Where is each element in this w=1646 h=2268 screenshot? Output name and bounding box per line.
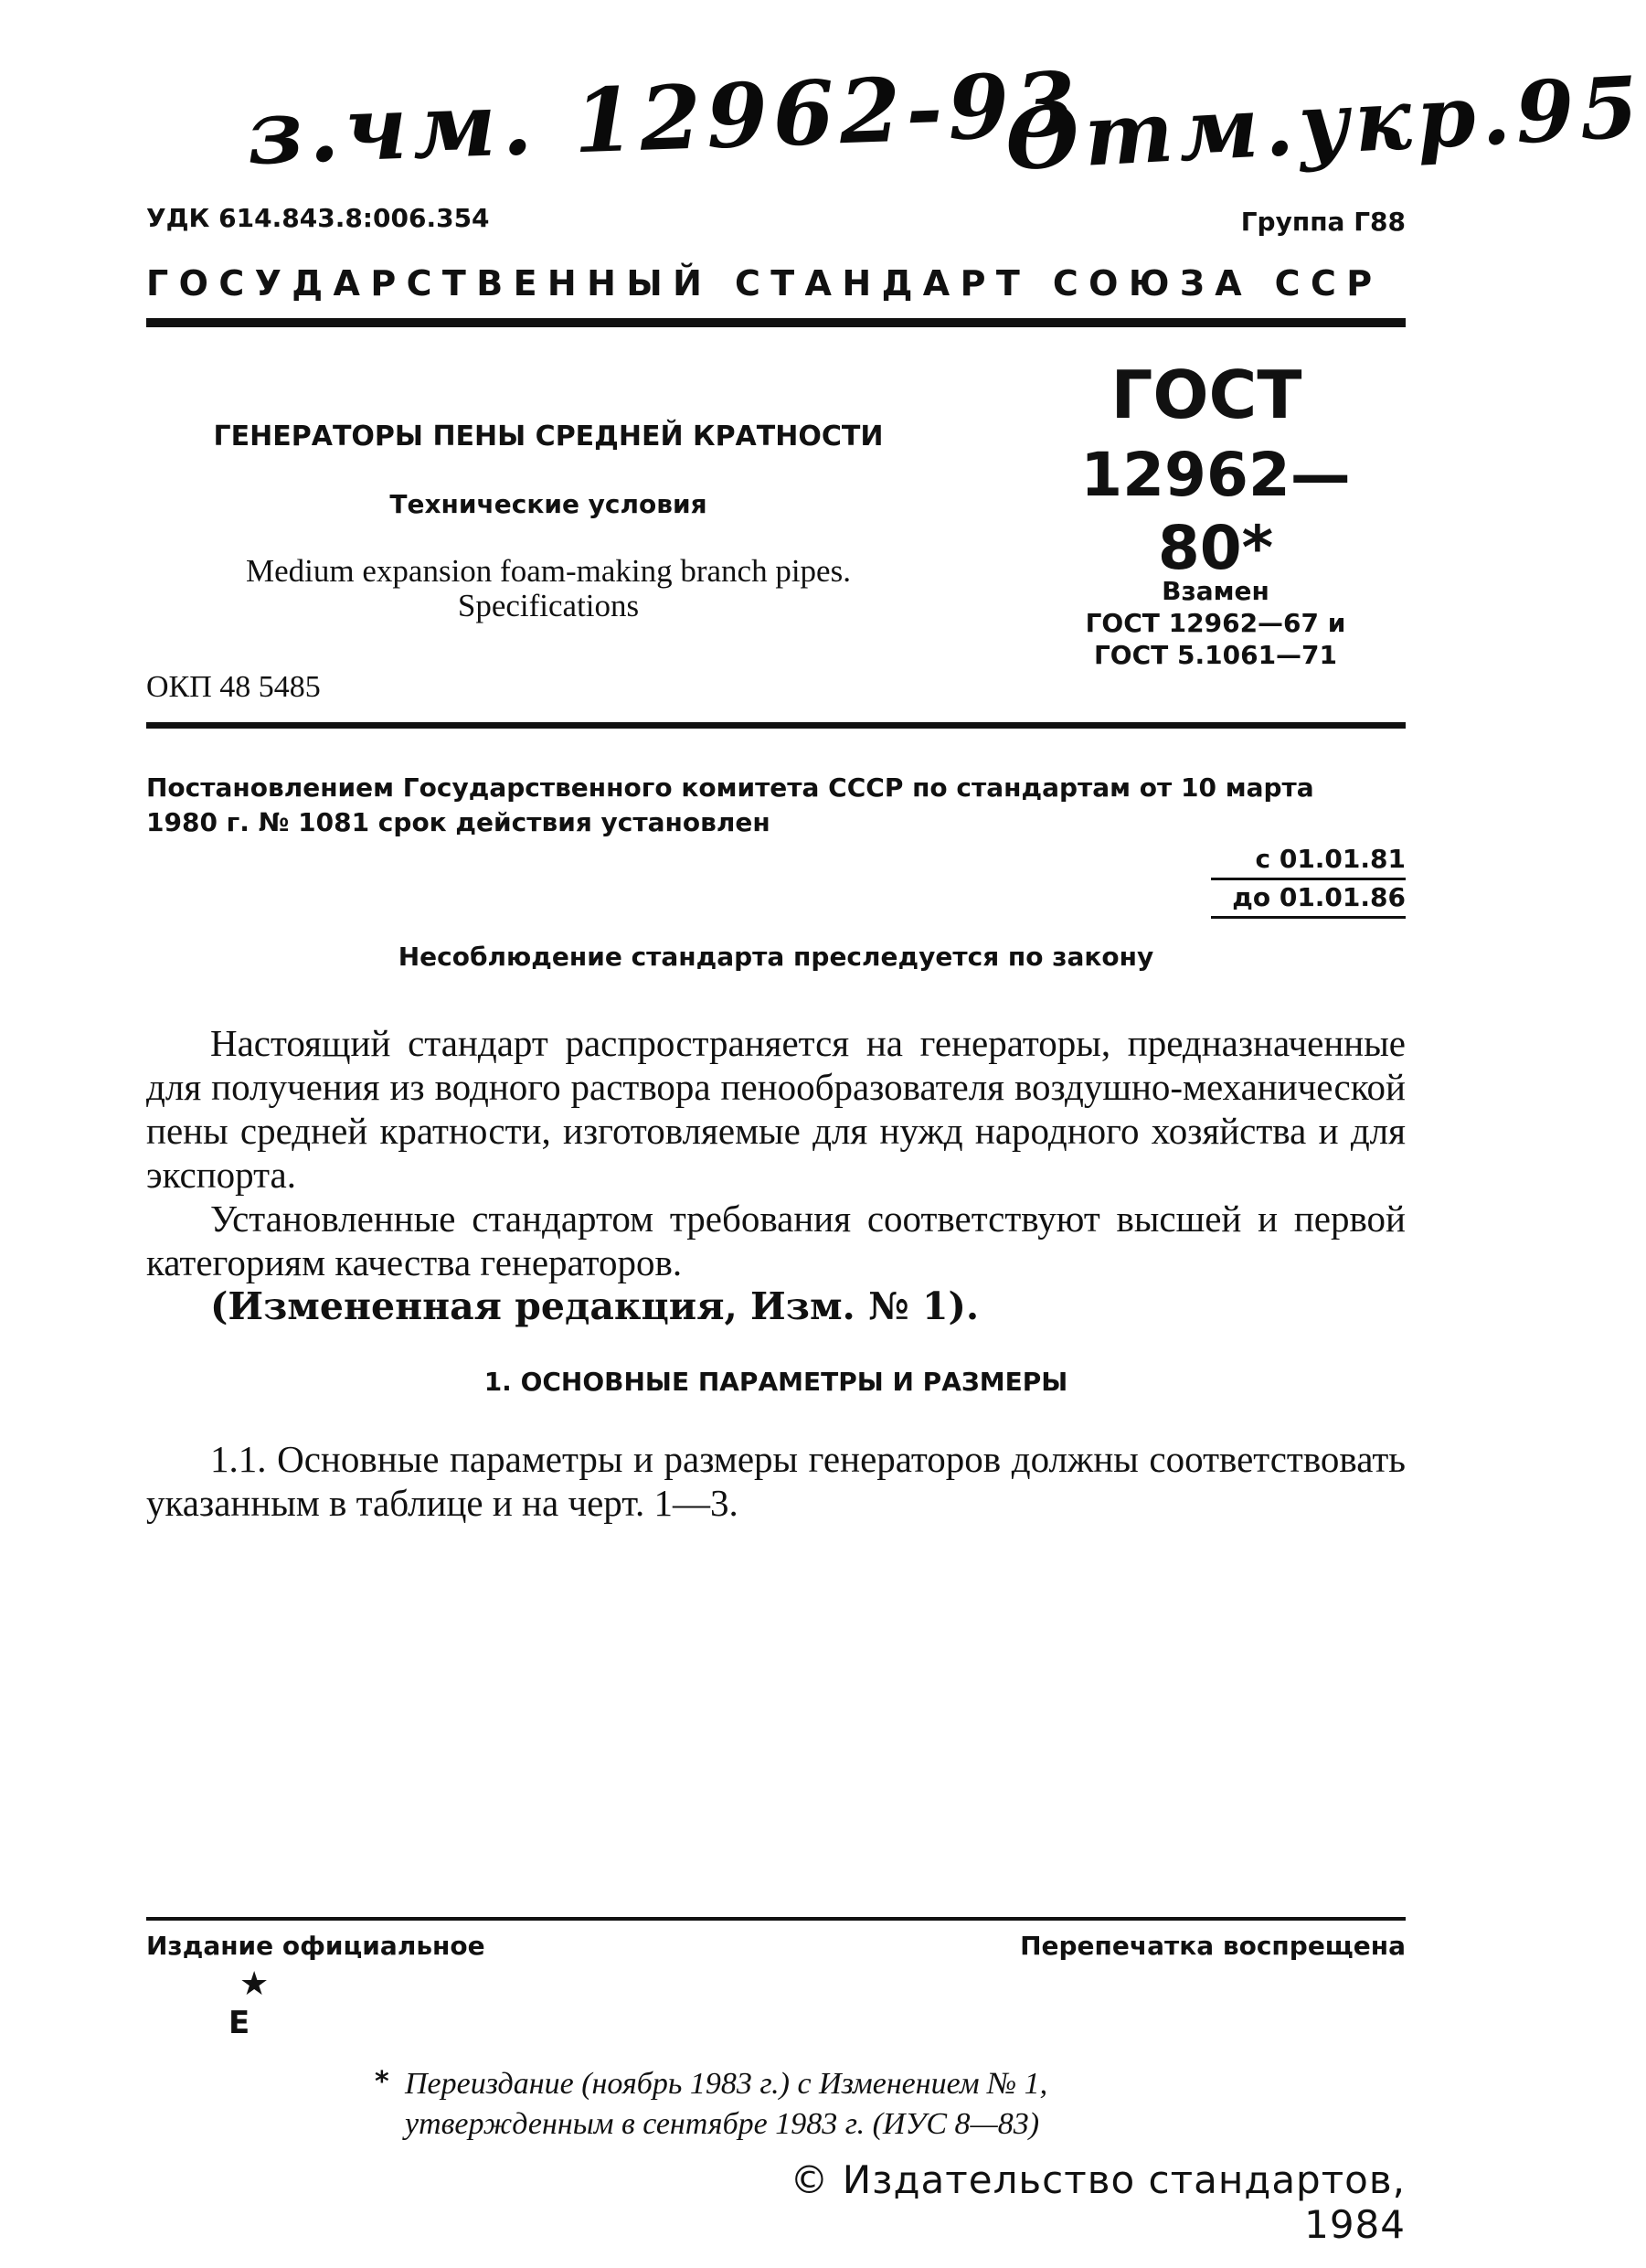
section-1-heading: 1. ОСНОВНЫЕ ПАРАМЕТРЫ И РАЗМЕРЫ xyxy=(483,1367,1068,1397)
handwritten-annotation-right: Отм.укр.95 xyxy=(1003,57,1646,190)
title-block-rule xyxy=(146,722,1406,729)
standard-subtitle: Технические условия xyxy=(389,489,707,519)
official-edition: Издание официальное xyxy=(146,1931,485,1961)
group-code: Группа Г88 xyxy=(1240,207,1406,237)
decree-line-1: Постановлением Государственного комитета СССР по стандартам от 10 марта xyxy=(146,772,1314,803)
footnote-line-2: утвержденным в сентябре 1983 г. (ИУС 8—83) xyxy=(405,2107,1040,2141)
header-rule xyxy=(146,318,1406,327)
edition-letter: Е xyxy=(228,2005,250,2041)
udk-code: УДК 614.843.8:006.354 xyxy=(146,203,490,233)
footer-rule xyxy=(146,1917,1406,1921)
okp-code: ОКП 48 5485 xyxy=(146,670,321,704)
validity-from-rule xyxy=(1211,878,1406,880)
state-standard-heading: ГОСУДАРСТВЕННЫЙ СТАНДАРТ СОЮЗА ССР xyxy=(146,263,1383,303)
validity-from: с 01.01.81 xyxy=(1255,844,1406,874)
copyright: © Издательство стандартов, 1984 xyxy=(790,2157,1406,2247)
english-title-line1: Medium expansion foam-making branch pipes. xyxy=(246,553,851,589)
paragraph-quality: Установленные стандартом требования соответствуют высшей и первой категориям качества генераторов. xyxy=(146,1198,1406,1283)
enforcement-notice: Несоблюдение стандарта преследуется по закону xyxy=(398,942,1154,972)
paragraph-amendment: (Измененная редакция, Изм. № 1). xyxy=(210,1284,980,1328)
paragraph-scope: Настоящий стандарт распространяется на генераторы, предназначенные для получения из водного раствора пенообразователя воздушно-механической пены средней кратности, изготовляемые для нужд народного хозяйства и для экспорта. xyxy=(146,1022,1406,1196)
english-title-line2: Specifications xyxy=(457,588,640,623)
footnote-mark: * xyxy=(375,2066,389,2098)
paragraph-1-1: 1.1. Основные параметры и размеры генераторов должны соответствовать указанным в таблице и на черт. 1—3. xyxy=(146,1438,1406,1524)
reprint-prohibited: Перепечатка воспрещена xyxy=(1020,1931,1406,1961)
replaces-label: Взамен xyxy=(1162,576,1269,606)
handwritten-annotation-left: з.чм. 12962-93 xyxy=(245,52,1083,185)
validity-to: до 01.01.86 xyxy=(1232,882,1406,912)
star-icon: ★ xyxy=(239,1965,270,2003)
gost-number: 12962—80* xyxy=(1080,440,1351,583)
gost-label: ГОСТ xyxy=(1110,357,1302,433)
validity-to-rule xyxy=(1211,916,1406,919)
decree-line-2: 1980 г. № 1081 срок действия установлен xyxy=(146,807,770,837)
replaces-gost-2: ГОСТ 5.1061—71 xyxy=(1093,640,1338,670)
standard-title: ГЕНЕРАТОРЫ ПЕНЫ СРЕДНЕЙ КРАТНОСТИ xyxy=(213,421,884,453)
replaces-gost-1: ГОСТ 12962—67 и xyxy=(1085,608,1346,638)
footnote-line-1: Переиздание (ноябрь 1983 г.) с Изменением № 1, xyxy=(405,2067,1048,2101)
